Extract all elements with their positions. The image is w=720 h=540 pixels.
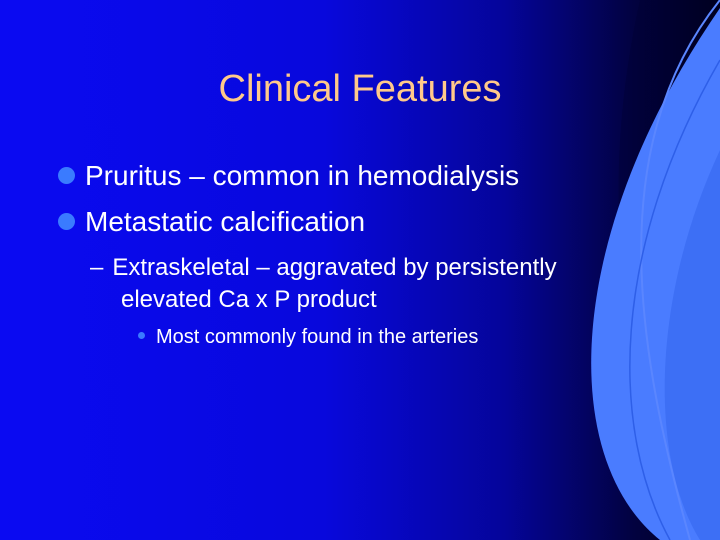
bullet-metastatic xyxy=(58,206,365,238)
bullet-dot-icon xyxy=(58,213,75,230)
sub-bullet-text-line1: Extraskeletal – aggravated by persistently xyxy=(112,254,557,281)
sub-bullet-continuation: elevated Ca x P product xyxy=(121,286,377,313)
bullet-text: Pruritus – common in hemodialysis xyxy=(85,160,520,191)
slide-title: Clinical Features xyxy=(218,68,502,110)
bullet-dot-icon xyxy=(58,167,75,184)
small-dot-icon xyxy=(138,332,145,339)
sub-sub-bullet-text: Most commonly found in the arteries xyxy=(156,326,479,348)
dash-marker: – xyxy=(90,254,104,281)
sub-bullet-extraskeletal xyxy=(90,254,557,282)
bullet-pruritus xyxy=(58,160,519,192)
bullet-text: Metastatic calcification xyxy=(85,206,366,237)
sub-sub-bullet-arteries xyxy=(138,326,478,349)
